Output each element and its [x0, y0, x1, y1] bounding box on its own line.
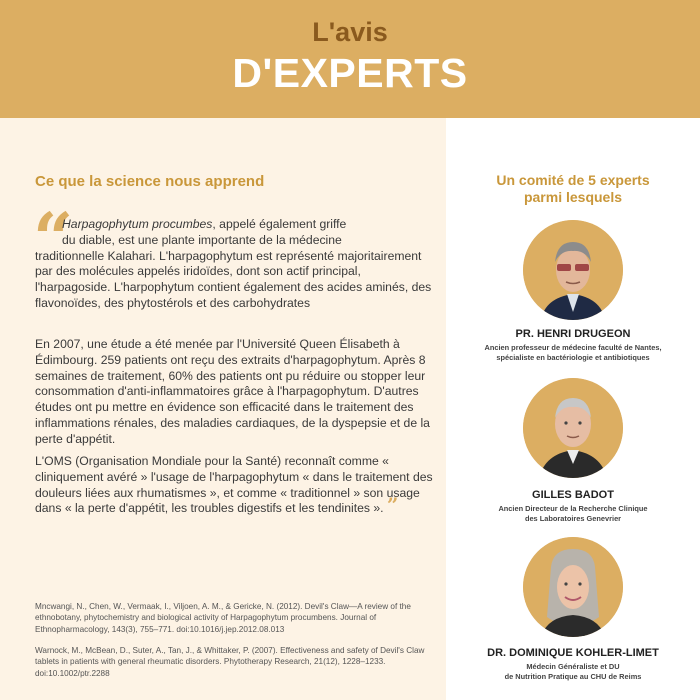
expert-1-name: PR. HENRI DRUGEON: [515, 328, 631, 340]
expert-2-desc-line-2: des Laboratoires Genevrier: [524, 514, 622, 523]
reference-1: Mncwangi, N., Chen, W., Vermaak, I., Viljoen, A. M., & Gericke, N. (2012). Devil's Claw—A review of the ethnobotany, phytochemistry and biological activity of Harpagophytum procumbens. Journal of Ethnopharmacology, 143(3), 755–771. doi:10.1016/j.jep.2012.08.013: [35, 602, 411, 634]
experts-title-line-2: parmi lesquels: [523, 189, 623, 205]
expert-2-description: [446, 504, 700, 524]
paragraph-1-line-2: du diable, est une plante importante de la médecine: [62, 232, 342, 247]
paragraph-1-line-1: [35, 217, 435, 233]
expert-3-desc-line-1: Médecin Généraliste et DU: [526, 662, 620, 671]
plant-name: Harpagophytum procumbes: [62, 217, 213, 231]
paragraph-1-line-1-rest: , appelé également griffe: [212, 217, 347, 231]
paragraph-1-rest: traditionnelle Kalahari. L'harpagophytum est représenté majoritairement par des molécules appelés iridoïdes, dont son actif principal, l'harpagoside. L'harpophytum contient également des acides aminés, des flavonoïdes, des phytostérols et des carbohydrates: [35, 248, 432, 310]
paragraph-2: En 2007, une étude a été menée par l'Université Queen Élisabeth à Édimbourg. 259 patients ont reçu des extraits d'harpagophytum. Après 8 semaines de traitement, 60% des patients ont pu réduire ou stopper leur consommation d'anti-inflammatoires grâce à l'harpagophytum. D'autres études ont pu mettre en évidence son efficacité dans le traitement des inflammations rénales, des maladies cardiaques, de la dyspepsie et de la perte d'appétit.: [35, 337, 430, 446]
experts-title: [446, 172, 700, 206]
paragraph-3: [35, 454, 435, 517]
expert-2-desc-line-1: Ancien Directeur de la Recherche Clinique: [498, 504, 648, 513]
reference-2: Warnock, M., McBean, D., Suter, A., Tan, J., & Whittaker, P. (2007). Effectiveness and safety of Devil's Claw tablets in patients with general rheumatic disorders. Phytotherapy Research, 21(12), 1228–1233. doi:10.1002/ptr.2288: [35, 646, 425, 678]
expert-2: [446, 489, 700, 524]
expert-3-name: DR. DOMINIQUE KOHLER-LIMET: [487, 647, 659, 659]
expert-3-description: [446, 662, 700, 682]
expert-1-description: [446, 343, 700, 363]
experts-title-line-1: Un comité de 5 experts: [496, 172, 650, 188]
expert-3-desc-line-2: de Nutrition Pratique au CHU de Reims: [504, 672, 642, 681]
close-quote-icon: ”: [386, 493, 399, 518]
header-small-title: L'avis: [312, 17, 388, 47]
open-quote-icon: “: [33, 197, 74, 280]
section-title: Ce que la science nous apprend: [35, 173, 265, 190]
expert-3: [446, 647, 700, 682]
expert-1-desc-line-1: Ancien professeur de médecine faculté de Nantes,: [484, 343, 662, 352]
expert-2-portrait: [523, 378, 623, 478]
expert-3-portrait: [523, 537, 623, 637]
paragraph-3-text: L'OMS (Organisation Mondiale pour la Santé) reconnaît comme « cliniquement avéré » l'usage de l'harpagophytum « dans le traitement des douleurs liées aux rhumatismes », et comme « traditionnel » son usage dans « la perte d'appétit, les troubles digestifs et les tendinites ».: [35, 454, 433, 516]
paragraph-1: [35, 217, 435, 312]
expert-2-name: GILLES BADOT: [532, 489, 614, 501]
expert-1-desc-line-2: spécialiste en bactériologie et antibiotiques: [496, 353, 650, 362]
expert-1: [446, 328, 700, 363]
expert-1-portrait: [523, 220, 623, 320]
header-big-title: D'EXPERTS: [232, 50, 468, 96]
